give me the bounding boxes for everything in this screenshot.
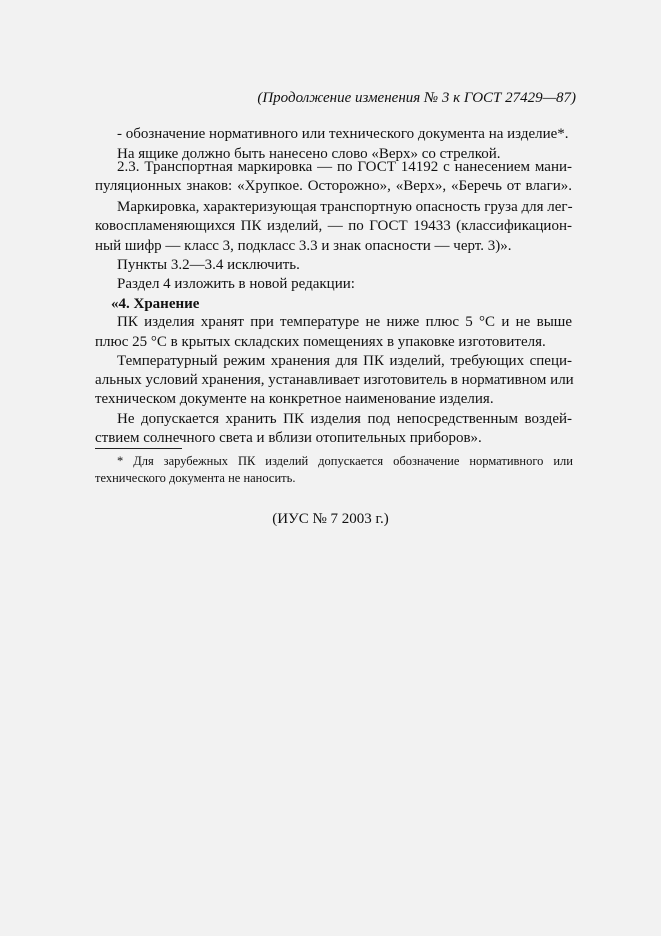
footnote-line: технического документа не наносить. xyxy=(95,471,296,485)
text-line: 2.3. Транспортная маркировка — по ГОСТ 14192 с нанесением мани- xyxy=(117,159,572,175)
text-line: Раздел 4 изложить в новой редакции: xyxy=(117,276,355,292)
text-line: На ящике должно быть нанесено слово «Верх» со стрелкой. xyxy=(117,146,501,162)
text-line: пуляционных знаков: «Хрупкое. Осторожно», «Верх», «Беречь от влаги». xyxy=(95,178,572,194)
footnote-rule xyxy=(95,448,182,449)
text-line: ковоспламеняющихся ПК изделий, — по ГОСТ 19433 (классификацион- xyxy=(95,218,572,234)
running-header: (Продолжение изменения № 3 к ГОСТ 27429—87) xyxy=(257,90,576,106)
section-heading: «4. Хранение xyxy=(111,296,200,312)
text-line: Не допускается хранить ПК изделия под непосредственным воздей- xyxy=(117,411,572,427)
footnote-line: * Для зарубежных ПК изделий допускается обозначение нормативного или xyxy=(117,454,573,468)
text-line: альных условий хранения, устанавливает изготовитель в нормативном или xyxy=(95,372,574,388)
text-line: Пункты 3.2—3.4 исключить. xyxy=(117,257,300,273)
text-line: ный шифр — класс 3, подкласс 3.3 и знак опасности — черт. 3)». xyxy=(95,238,512,254)
text-line: плюс 25 °С в крытых складских помещениях в упаковке изготовителя. xyxy=(95,334,546,350)
text-line: ствием солнечного света и вблизи отопительных приборов». xyxy=(95,430,482,446)
text-line: - обозначение нормативного или технического документа на изделие*. xyxy=(117,126,569,142)
text-line: Температурный режим хранения для ПК изделий, требующих специ- xyxy=(117,353,572,369)
text-line: ПК изделия хранят при температуре не ниже плюс 5 °С и не выше xyxy=(117,314,572,330)
publication-stamp: (ИУС № 7 2003 г.) xyxy=(272,511,389,527)
text-line: Маркировка, характеризующая транспортную опасность груза для лег- xyxy=(117,199,573,215)
text-line: техническом документе на конкретное наименование изделия. xyxy=(95,391,494,407)
